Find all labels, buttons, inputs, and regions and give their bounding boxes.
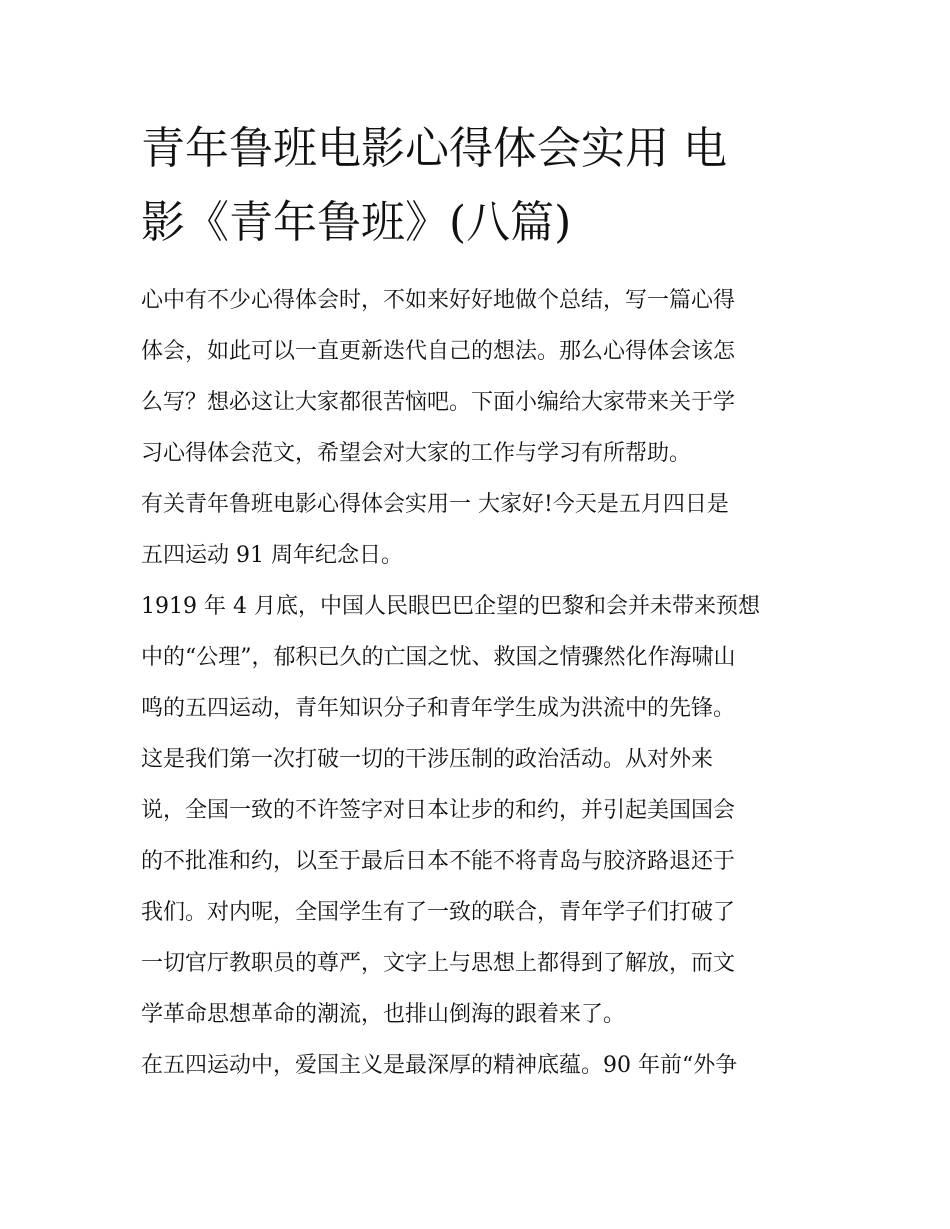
paragraph-line: 心中有不少心得体会时，不如来好好地做个总结，写一篇心得 xyxy=(141,288,736,313)
intro-paragraph xyxy=(141,275,813,479)
document-content xyxy=(141,112,813,1091)
title-line: 影《青年鲁班》(八篇) xyxy=(141,197,572,248)
paragraph-line: 五四运动 91 周年纪念日。 xyxy=(141,543,403,568)
document-title xyxy=(141,112,813,260)
paragraph-line: 么写？想必这让大家都很苦恼吧。下面小编给大家带来关于学 xyxy=(141,390,736,415)
paragraph-line: 习心得体会范文，希望会对大家的工作与学习有所帮助。 xyxy=(141,441,692,466)
section-one-paragraph xyxy=(141,479,813,581)
paragraph-line: 我们。对内呢，全国学生有了一致的联合，青年学子们打破了 xyxy=(141,900,736,925)
title-line: 青年鲁班电影心得体会实用 电 xyxy=(141,123,727,174)
paragraph-line: 有关青年鲁班电影心得体会实用一 大家好!今天是五月四日是 xyxy=(141,492,729,517)
paragraph-line: 说，全国一致的不许签字对日本让步的和约，并引起美国国会 xyxy=(141,798,736,823)
paragraph-line: 的不批准和约，以至于最后日本不能不将青岛与胶济路退还于 xyxy=(141,849,736,874)
paragraph-line: 鸣的五四运动，青年知识分子和青年学生成为洪流中的先锋。 xyxy=(141,696,736,721)
paragraph-line: 这是我们第一次打破一切的干涉压制的政治活动。从对外来 xyxy=(141,747,714,772)
paragraph-line: 在五四运动中，爱国主义是最深厚的精神底蕴。90 年前“外争 xyxy=(141,1053,738,1078)
paragraph-line: 一切官厅教职员的尊严，文字上与思想上都得到了解放，而文 xyxy=(141,951,736,976)
paragraph-line: 中的“公理”，郁积已久的亡国之忧、救国之情骤然化作海啸山 xyxy=(141,645,736,670)
history-paragraph xyxy=(141,581,813,1040)
paragraph-line: 学革命思想革命的潮流，也排山倒海的跟着来了。 xyxy=(141,1002,626,1027)
patriotism-paragraph xyxy=(141,1040,813,1091)
paragraph-line: 体会，如此可以一直更新迭代自己的想法。那么心得体会该怎 xyxy=(141,339,736,364)
paragraph-line: 1919 年 4 月底，中国人民眼巴巴企望的巴黎和会并未带来预想 xyxy=(141,594,760,619)
